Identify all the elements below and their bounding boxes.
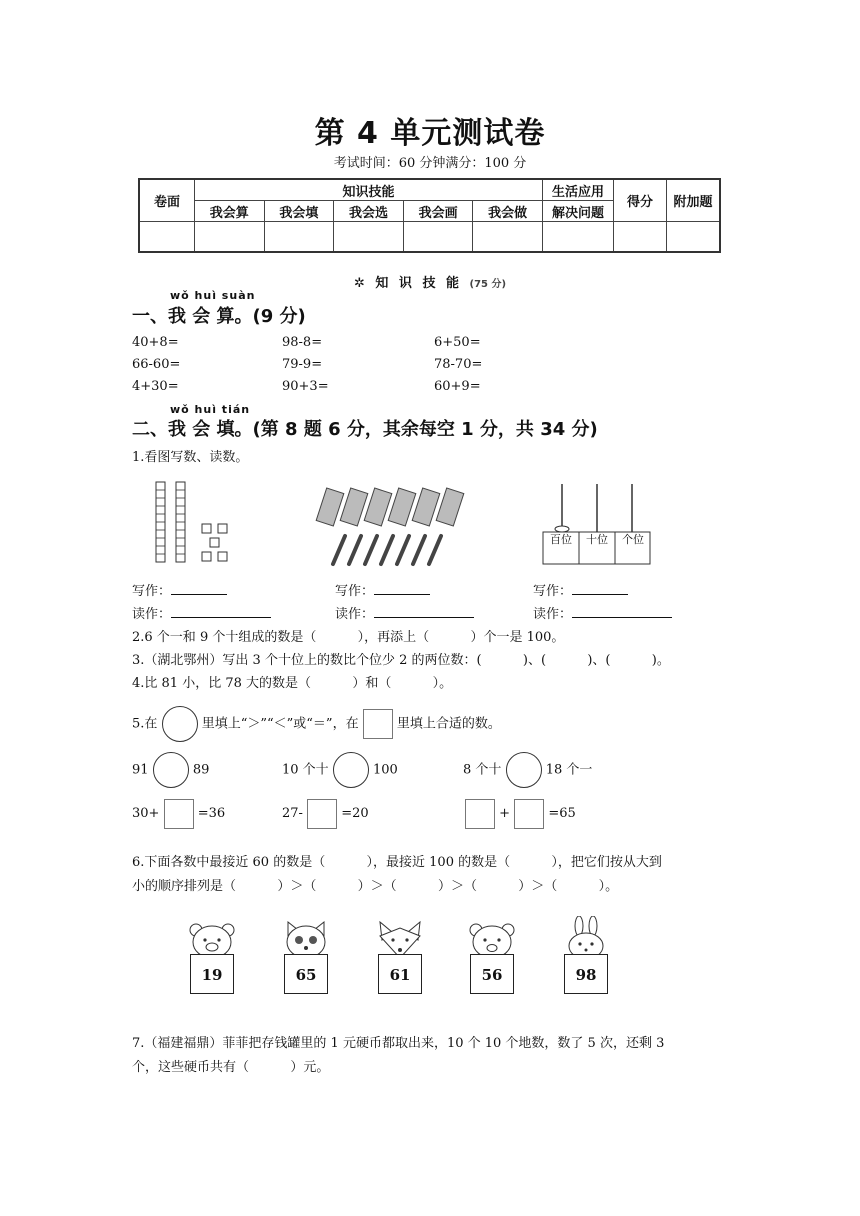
score-cell[interactable] [614, 222, 667, 252]
stick-bundles-image [315, 484, 475, 570]
fill-right: =65 [548, 806, 576, 821]
compare-circle[interactable] [333, 752, 369, 788]
calc-1-1: 40+8= [132, 335, 179, 350]
score-sub-4: 我会画 [403, 201, 473, 222]
write-blank[interactable] [572, 594, 628, 595]
read-label: 读作： [533, 607, 573, 622]
q6-line2: 小的顺序排列是（ ）＞（ ）＞（ ）＞（ ）＞（ ）。 [132, 879, 619, 894]
number-card: 61 [378, 954, 422, 994]
score-table [138, 178, 721, 253]
q5-text-c: 里填上合适的数。 [396, 716, 501, 732]
bear-card [186, 920, 238, 996]
score-cell[interactable] [139, 222, 195, 252]
q3-text: 3.（湖北鄂州）写出 3 个十位上的数比个位少 2 的两位数：( )、( )、( )。 [132, 653, 670, 668]
q6-line1: 6.下面各数中最接近 60 的数是（ ），最接近 100 的数是（ ），把它们按从大到 [132, 855, 662, 870]
number-card: 65 [284, 954, 328, 994]
q2-text: 2.6 个一和 9 个十组成的数是（ ），再添上（ ）个一是 100。 [132, 630, 565, 645]
score-sub-2: 我会填 [264, 201, 334, 222]
fill-right: =20 [341, 806, 369, 821]
read-label: 读作： [132, 607, 172, 622]
read-blank[interactable] [374, 617, 474, 618]
q5-instruction [132, 706, 501, 742]
rabbit-card [560, 916, 612, 996]
fill-box[interactable] [514, 799, 544, 829]
section2-heading: 二、我 会 填。(第 8 题 6 分，其余每空 1 分，共 34 分) [132, 419, 598, 440]
score-sub-jiejue: 解决问题 [543, 201, 614, 222]
write-blank[interactable] [171, 594, 227, 595]
banner-text: 知 识 技 能 [375, 276, 462, 291]
section1-pinyin: wǒ huì suàn [170, 289, 256, 302]
read-blank[interactable] [171, 617, 271, 618]
flower-icon: ✲ [353, 276, 368, 291]
compare-circle-sample [162, 706, 198, 742]
score-header-defen: 得分 [614, 179, 667, 222]
score-header-juanmian: 卷面 [139, 179, 195, 222]
read-blank[interactable] [572, 617, 672, 618]
score-cell[interactable] [195, 222, 265, 252]
score-cell[interactable] [473, 222, 543, 252]
fill-item [282, 798, 369, 830]
compare-item [463, 752, 592, 788]
number-card: 56 [470, 954, 514, 994]
score-cell[interactable] [264, 222, 334, 252]
compare-left: 8 个十 [463, 762, 502, 778]
compare-right: 18 个一 [545, 762, 593, 778]
calc-2-2: 79-9= [282, 357, 323, 372]
score-cell[interactable] [667, 222, 721, 252]
score-cell[interactable] [403, 222, 473, 252]
score-header-shenghuo: 生活应用 [543, 179, 614, 201]
section-banner [0, 272, 860, 291]
section2-pinyin: wǒ huì tián [170, 403, 251, 416]
calc-3-3: 60+9= [434, 379, 481, 394]
calc-2-1: 66-60= [132, 357, 181, 372]
calc-2-3: 78-70= [434, 357, 483, 372]
score-sub-3: 我会选 [334, 201, 404, 222]
fill-left: 30+ [132, 806, 160, 821]
score-cell[interactable] [334, 222, 404, 252]
fill-right: =36 [197, 806, 226, 821]
calc-3-2: 90+3= [282, 379, 329, 394]
page-title: 第 4 单元测试卷 [314, 116, 546, 151]
abacus-label-ge: 个位 [622, 533, 644, 546]
compare-circle[interactable] [153, 752, 189, 788]
fox-card [374, 920, 426, 996]
answer-box-sample [363, 709, 393, 739]
score-sub-5: 我会做 [473, 201, 543, 222]
calc-1-2: 98-8= [282, 335, 323, 350]
number-card: 98 [564, 954, 608, 994]
base-ten-blocks-image [150, 480, 240, 570]
fill-left: 27- [282, 806, 303, 821]
score-header-zhishi: 知识技能 [195, 179, 543, 201]
score-header-fujia: 附加题 [667, 179, 721, 222]
fill-box[interactable] [307, 799, 337, 829]
exam-info: 考试时间：60 分钟满分：100 分 [333, 156, 527, 171]
fill-item [465, 798, 576, 830]
q7-line2: 个，这些硬币共有（ ）元。 [132, 1060, 330, 1075]
section1-heading: 一、我 会 算。(9 分) [132, 306, 306, 327]
write-label: 写作： [533, 584, 573, 599]
write-label: 写作： [335, 584, 375, 599]
compare-right: 100 [372, 762, 398, 778]
q7-line1: 7.（福建福鼎）菲菲把存钱罐里的 1 元硬币都取出来，10 个 10 个地数，数了 5 次，还剩 3 [132, 1036, 665, 1051]
score-sub-1: 我会算 [195, 201, 265, 222]
abacus-image [538, 480, 658, 570]
compare-left: 91 [132, 762, 149, 778]
write-label: 写作： [132, 584, 172, 599]
read-label: 读作： [335, 607, 375, 622]
fill-item [132, 798, 225, 830]
compare-item [282, 752, 398, 788]
abacus-label-bai: 百位 [550, 533, 572, 546]
calc-3-1: 4+30= [132, 379, 179, 394]
write-blank[interactable] [374, 594, 430, 595]
cat-card [280, 920, 332, 996]
compare-circle[interactable] [506, 752, 542, 788]
fill-box[interactable] [164, 799, 194, 829]
number-card: 19 [190, 954, 234, 994]
q4-text: 4.比 81 小，比 78 大的数是（ ）和（ ）。 [132, 676, 453, 691]
calc-1-3: 6+50= [434, 335, 481, 350]
compare-item [132, 752, 209, 788]
compare-right: 89 [192, 762, 210, 778]
q5-text-b: 里填上“＞”“＜”或“＝”，在 [201, 716, 359, 732]
abacus-label-shi: 十位 [586, 533, 608, 546]
fill-plus: + [499, 806, 511, 821]
bear2-card [466, 920, 518, 996]
q5-text-a: 5.在 [132, 716, 158, 732]
compare-left: 10 个十 [282, 762, 329, 778]
q1-text: 1.看图写数、读数。 [132, 450, 249, 465]
banner-points: (75 分) [469, 279, 507, 290]
fill-box[interactable] [465, 799, 495, 829]
score-cell[interactable] [543, 222, 614, 252]
